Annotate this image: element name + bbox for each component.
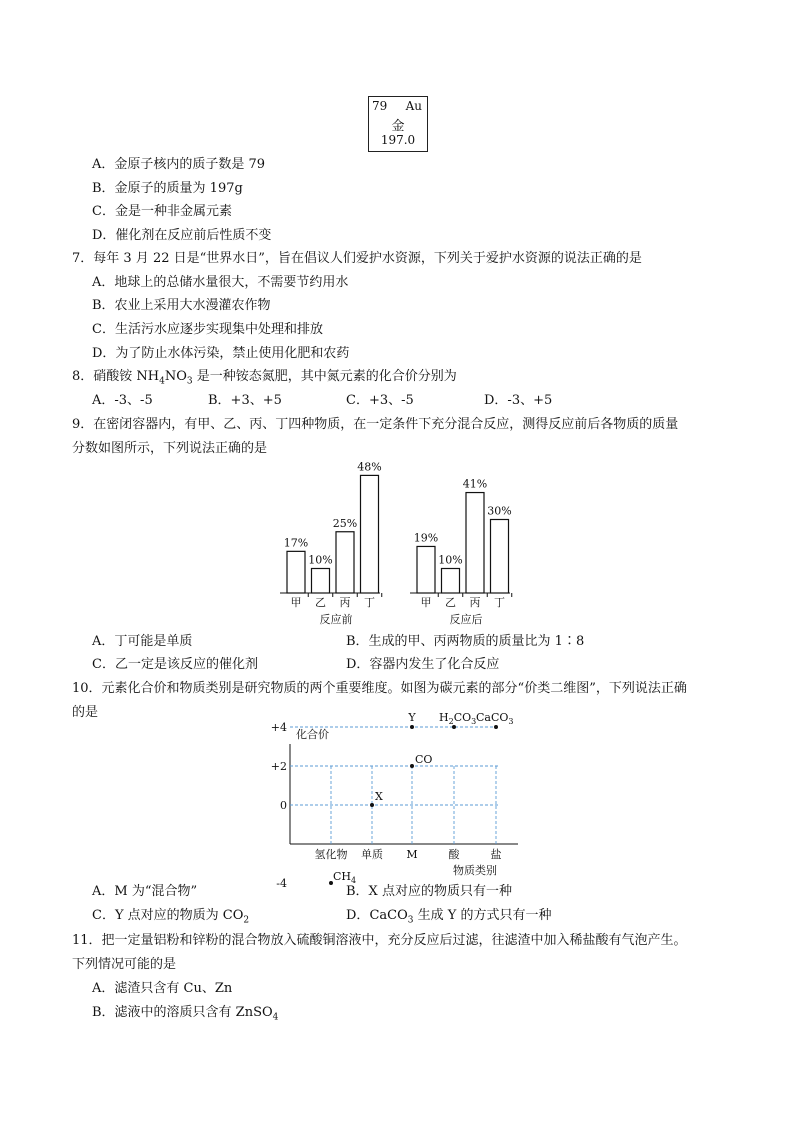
bar-category-label: 乙 (445, 596, 456, 609)
point-label: CO (415, 753, 433, 766)
element-symbol: Au (405, 99, 422, 113)
x-category-label: 盐 (490, 848, 502, 861)
bar-data-label: 30% (487, 504, 512, 518)
q11-stem-line1: 11．把一定量铝粉和锌粉的混合物放入硫酸铜溶液中，充分反应后过滤，往滤渣中加入稀盐酸有气泡产生。 (72, 933, 687, 948)
bar-chart-caption: 反应前 (319, 613, 353, 626)
bar-data-label: 48% (357, 460, 382, 474)
bar-category-label: 丁 (364, 596, 375, 609)
bar-data-label: 10% (438, 553, 463, 567)
q9-option-c: C．乙一定是该反应的催化剂 (92, 657, 258, 672)
data-point (410, 764, 414, 768)
q10-stem-line2: 的是 (72, 705, 99, 720)
q9-stem-line1: 9．在密闭容器内，有甲、乙、丙、丁四种物质，在一定条件下充分混合反应，测得反应前后各物质的质量 (72, 417, 679, 432)
q8-stem: 8．硝酸铵 $NH_4NO_3$ 是一种铵态氮肥，其中氮元素的化合价分别为 (72, 369, 457, 387)
q10-option-a: A．M 为“混合物” (92, 884, 198, 899)
q8-option-d: D．-3、+5 (484, 393, 553, 408)
x-category-label: M (406, 848, 418, 861)
y-tick-label: -4 (276, 877, 287, 890)
q8-option-b: B．+3、+5 (208, 393, 282, 408)
x-category-label: 氢化物 (314, 848, 348, 861)
q10-option-b: B．X 点对应的物质只有一种 (346, 884, 512, 899)
x-category-label: 单质 (361, 848, 383, 861)
q9-stem-line2: 分数如图所示，下列说法正确的是 (72, 441, 268, 456)
bar-chart-caption: 反应后 (449, 613, 483, 626)
q8-option-a: A．-3、-5 (92, 393, 153, 408)
x-axis-title: 物质类别 (453, 864, 497, 877)
q7-option-b: B．农业上采用大水漫灌农作物 (92, 298, 271, 313)
data-point (410, 725, 414, 729)
x-category-label: 酸 (448, 848, 460, 861)
q6-option-d: D．催化剂在反应前后性质不变 (92, 228, 272, 243)
bar-data-label: 10% (308, 553, 333, 567)
bar-category-label: 甲 (420, 596, 432, 609)
q9-option-d: D．容器内发生了化合反应 (346, 657, 500, 672)
point-label: $H_2CO_3$ (439, 711, 477, 726)
y-tick-label: +2 (270, 760, 287, 773)
q6-option-b: B．金原子的质量为 197g (92, 181, 243, 196)
y-tick-label: +4 (270, 721, 287, 734)
q6-option-a: A．金原子核内的质子数是 79 (92, 157, 266, 172)
bar-category-label: 丙 (339, 596, 351, 609)
q8-option-c: C．+3、-5 (346, 393, 414, 408)
point-label: CaCO$_3$ (476, 711, 514, 726)
bar-data-label: 19% (413, 531, 439, 545)
bar-data-label: 41% (462, 477, 488, 491)
y-axis-title: 化合价 (296, 728, 329, 741)
bar-category-label: 甲 (290, 596, 302, 609)
q10-stem-line1: 10．元素化合价和物质类别是研究物质的两个重要维度。如图为碳元素的部分“价类二维图”，下列说法正确 (72, 681, 687, 696)
bar-category-label: 丙 (469, 596, 481, 609)
q9-option-a: A．丁可能是单质 (92, 634, 193, 649)
point-label: X (375, 790, 383, 803)
q7-stem: 7．每年 3 月 22 日是“世界水日”，旨在倡议人们爱护水资源，下列关于爱护水资源的说法正确的是 (72, 251, 642, 266)
q7-option-a: A．地球上的总储水量很大，不需要节约用水 (92, 275, 349, 290)
point-label: Y (408, 711, 416, 724)
y-tick-label: 0 (280, 799, 287, 812)
q10-option-d: D．CaCO$_3$ 生成 Y 的方式只有一种 (346, 908, 552, 926)
bar-data-label: 25% (332, 516, 358, 530)
q11-option-b: B．滤液中的溶质只含有 ZnSO$_4$ (92, 1005, 279, 1023)
bar-data-label: 17% (283, 536, 309, 550)
bar-category-label: 乙 (315, 596, 326, 609)
data-point (494, 725, 498, 729)
data-point (370, 803, 374, 807)
q11-stem-line2: 下列情况可能的是 (72, 957, 177, 972)
bar-category-label: 丁 (494, 596, 505, 609)
q7-option-c: C．生活污水应逐步实现集中处理和排放 (92, 322, 323, 337)
q9-option-b: B．生成的甲、丙两物质的质量比为 1∶8 (346, 634, 585, 649)
q6-option-c: C．金是一种非金属元素 (92, 204, 232, 219)
q11-option-a: A．滤渣只含有 Cu、Zn (92, 981, 233, 996)
element-mass: 197.0 (380, 133, 416, 147)
point-label: $CH_4$ (333, 870, 357, 885)
q10-option-c: C．Y 点对应的物质为 $CO_2$ (92, 908, 250, 926)
element-name: 金 (391, 119, 405, 134)
element-atomic-number: 79 (372, 99, 388, 113)
q7-option-d: D．为了防止水体污染，禁止使用化肥和农药 (92, 346, 350, 361)
